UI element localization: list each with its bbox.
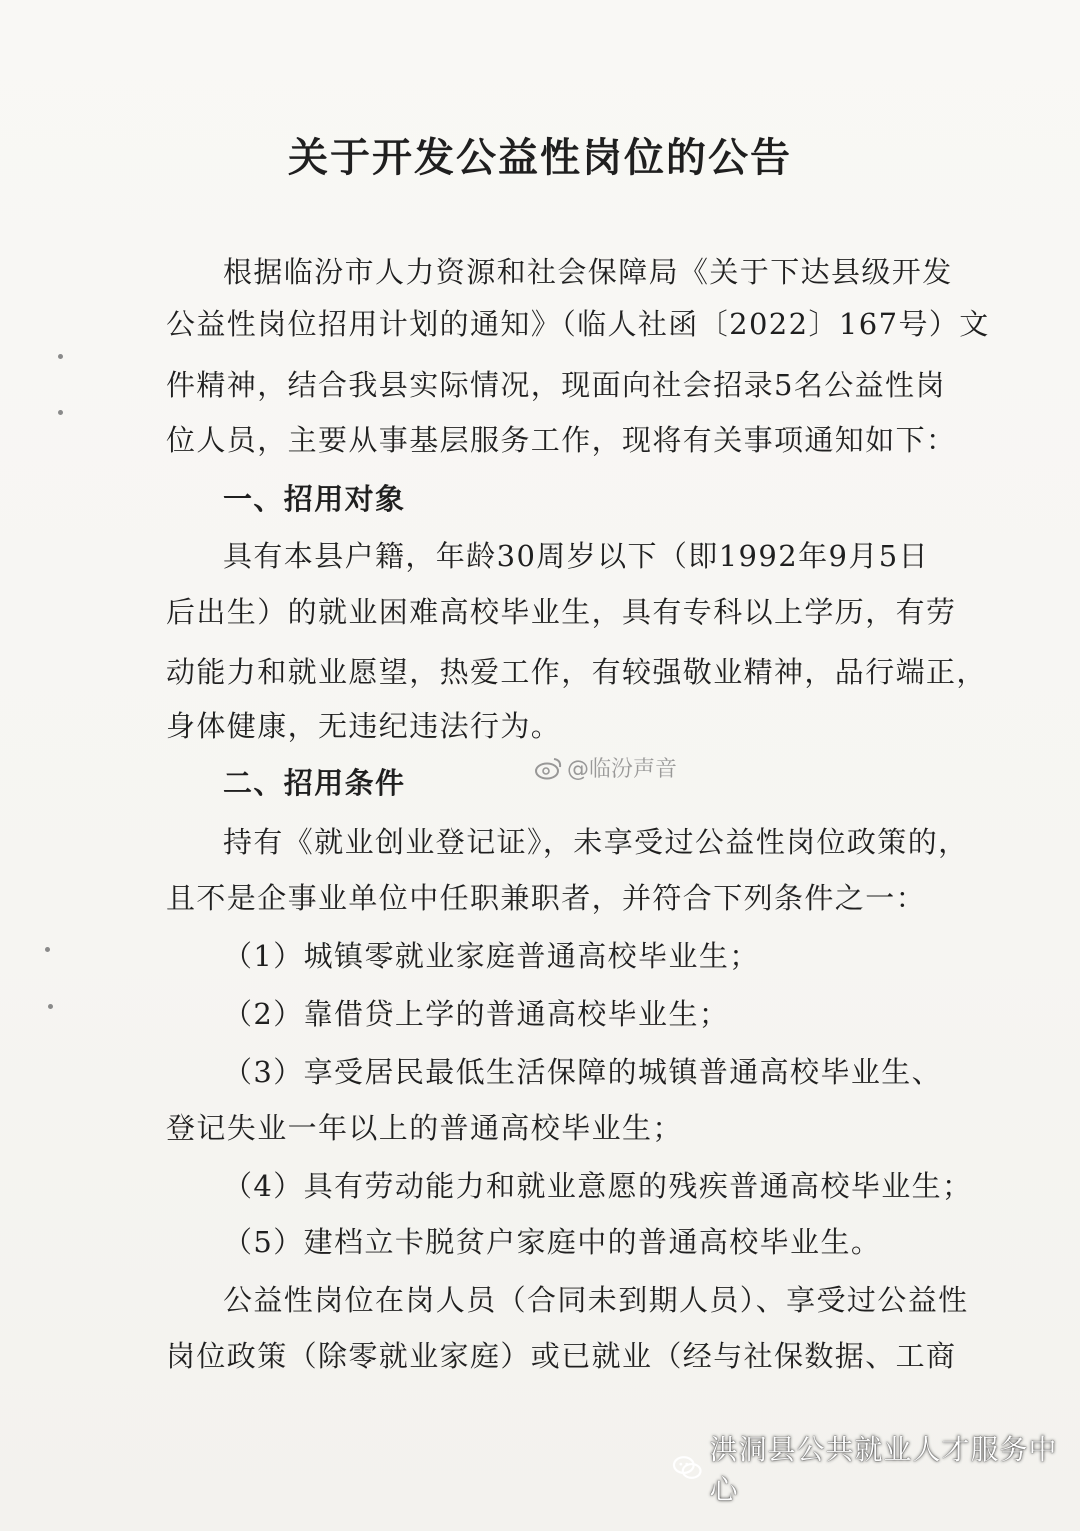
weibo-watermark-text: @临汾声音: [567, 757, 678, 782]
section1-line-1: 具有本县户籍，年龄30周岁以下（即1992年9月5日: [223, 539, 930, 573]
section2-heading: 二、招用条件: [223, 766, 406, 800]
wechat-watermark-text: 洪洞县公共就业人才服务中心: [709, 1433, 1058, 1506]
condition-2: （2）靠借贷上学的普通高校毕业生；: [223, 997, 730, 1031]
scan-speck: [45, 947, 50, 952]
weibo-watermark: [535, 752, 677, 783]
intro-line-4: 位人员，主要从事基层服务工作，现将有关事项通知如下：: [166, 423, 957, 457]
condition-3-line-2: 登记失业一年以上的普通高校毕业生；: [166, 1111, 683, 1145]
section2-line-2: 且不是企事业单位中任职兼职者，并符合下列条件之一：: [166, 881, 927, 915]
scan-speck: [58, 354, 63, 359]
document-title: 关于开发公益性岗位的公告: [288, 134, 792, 181]
section1-line-2: 后出生）的就业困难高校毕业生，具有专科以上学历，有劳: [166, 595, 957, 629]
section1-line-3: 动能力和就业愿望，热爱工作，有较强敬业精神，品行端正，: [166, 655, 987, 689]
section1-line-4: 身体健康，无违纪违法行为。: [166, 709, 562, 743]
condition-4: （4）具有劳动能力和就业意愿的残疾普通高校毕业生；: [223, 1169, 973, 1203]
weibo-icon: [535, 756, 563, 780]
closing-line-1: 公益性岗位在岗人员（合同未到期人员）、享受过公益性: [223, 1283, 969, 1317]
wechat-icon: [672, 1454, 703, 1482]
scan-speck: [58, 410, 63, 415]
intro-line-2: 公益性岗位招用计划的通知》（临人社函〔2022〕167号）文: [166, 307, 990, 341]
condition-1: （1）城镇零就业家庭普通高校毕业生；: [223, 939, 760, 973]
condition-5: （5）建档立卡脱贫户家庭中的普通高校毕业生。: [223, 1225, 882, 1259]
intro-line-3: 件精神，结合我县实际情况，现面向社会招录5名公益性岗: [166, 368, 946, 402]
scan-speck: [48, 1004, 53, 1009]
condition-3-line-1: （3）享受居民最低生活保障的城镇普通高校毕业生、: [223, 1055, 943, 1089]
wechat-watermark: [672, 1428, 1080, 1508]
section2-line-1: 持有《就业创业登记证》，未享受过公益性岗位政策的，: [223, 825, 969, 859]
closing-line-2: 岗位政策（除零就业家庭）或已就业（经与社保数据、工商: [166, 1339, 957, 1373]
section1-heading: 一、招用对象: [223, 482, 406, 516]
intro-line-1: 根据临汾市人力资源和社会保障局《关于下达县级开发: [223, 255, 953, 289]
